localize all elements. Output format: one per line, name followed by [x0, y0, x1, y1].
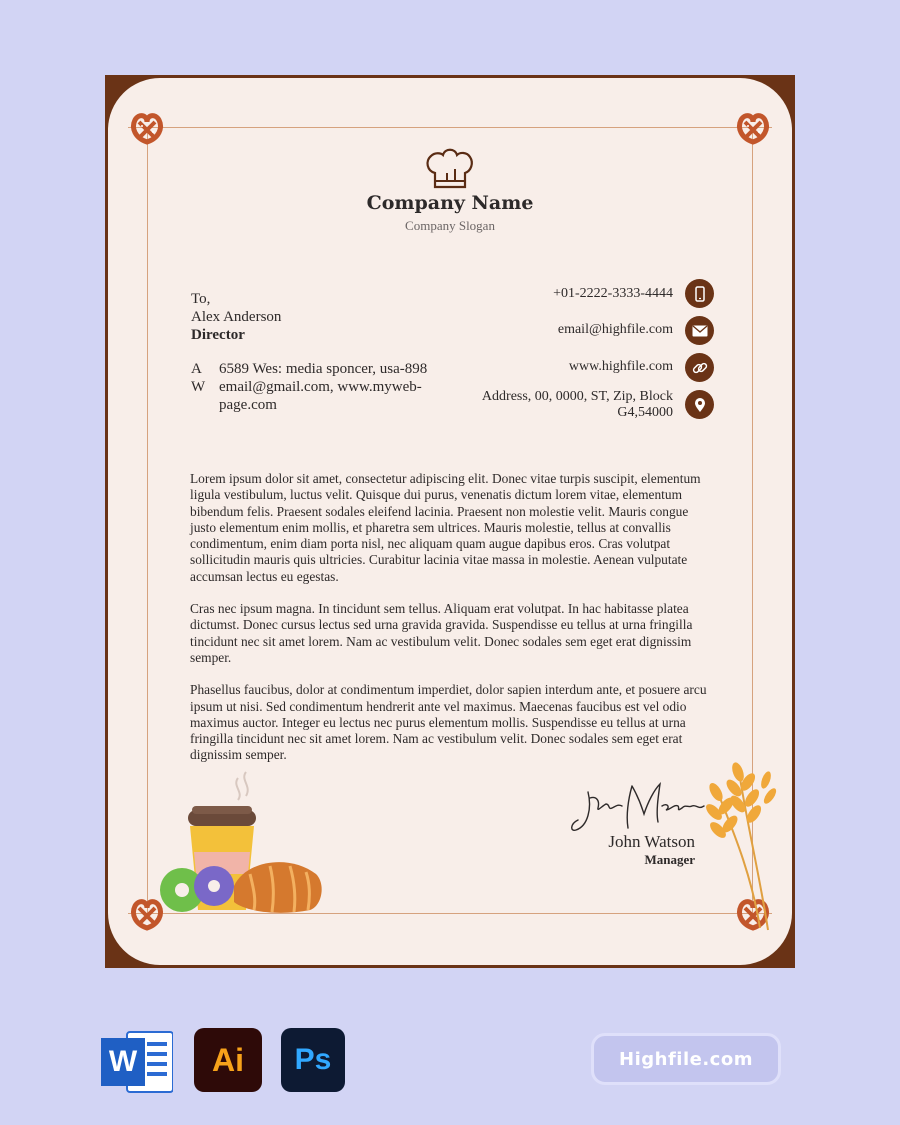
recipient-address-block [191, 360, 451, 414]
recipient-block [191, 290, 281, 344]
body-paragraph: Lorem ipsum dolor sit amet, consectetur adipiscing elit. Donec vitae turpis suscipit, elementum ligula vestibulum, luctus velit. Quisque dui purus, venenatis dictum lorem vitae, elementum bibendum felis. Praesent sodales eleifend lacinia. Praesent non molestie velit. Mauris congue justo elementum enim mollis, et pharetra sem ultrices. Mauris molestie, tellus at convallis condimentum, enim diam porta nisl, nec aliquam quam augue dapibus eros. Cras volutpat sollicitudin mauris quis ultricies. Curabitur lacinia vitae massa in molestie. Aenean vulputate accumsan lectus eu egestas. [190, 471, 701, 584]
body-paragraph: Phasellus faucibus, dolor at condimentum imperdiet, dolor sapien interdum ante, et posuere arcu ipsum ut nisi. Sed condimentum hendrerit ante vel maximus. Maecenas faucibus est vel odio maximus auctor. Integer eu lectus nec purus elementum mollis. Suspendisse eu tellus at urna fringilla tincidunt nec sit amet lorem. Nam ac vestibulum velit. Donec sodales sem eget erat dignissim semper. [190, 682, 707, 763]
phone-icon [685, 279, 714, 308]
recipient-name: Alex Anderson [191, 309, 282, 325]
letter-body [190, 471, 712, 780]
envelope-icon [685, 316, 714, 345]
link-icon [685, 353, 714, 382]
address-key: A [191, 361, 202, 377]
photoshop-icon: Ps [281, 1028, 345, 1092]
handwritten-signature [570, 778, 710, 838]
highfile-button[interactable]: Highfile.com [591, 1033, 781, 1085]
signer-name: John Watson [608, 832, 695, 851]
contact-email: email@highfile.com [557, 322, 673, 337]
location-pin-icon [685, 390, 714, 419]
pretzel-icon [127, 108, 167, 148]
contact-website: www.highfile.com [568, 359, 673, 374]
bakery-illustration [150, 770, 330, 920]
web-value: email@gmail.com, www.myweb-page.com [219, 379, 422, 413]
company-slogan: Company Slogan [405, 218, 495, 233]
web-key: W [191, 379, 206, 395]
address-value: 6589 Wes: media sponcer, usa-898 [219, 361, 428, 377]
contact-address: Address, 00, 0000, ST, Zip, Block G4,54000 [481, 389, 673, 420]
contact-phone: +01-2222-3333-4444 [553, 286, 673, 301]
body-paragraph: Cras nec ipsum magna. In tincidunt sem tellus. Aliquam erat volutpat. In hac habitasse platea dictumst. Donec cursus lectus sed urna gravida gravida. Suspendisse eu tellus at urna fringilla tincidunt nec sit amet lorem. Nam ac vestibulum velit. Donec sodales sem eget erat dignissim semper. [190, 601, 693, 665]
company-name: Company Name [366, 192, 534, 214]
wheat-illustration [690, 758, 790, 938]
chef-hat-icon [421, 143, 479, 195]
pretzel-icon [733, 108, 773, 148]
signer-role: Manager [644, 852, 695, 867]
recipient-title: Director [191, 327, 245, 343]
word-label: W [108, 1045, 138, 1078]
illustrator-icon: Ai [194, 1028, 262, 1092]
recipient-salutation: To, [191, 291, 211, 307]
